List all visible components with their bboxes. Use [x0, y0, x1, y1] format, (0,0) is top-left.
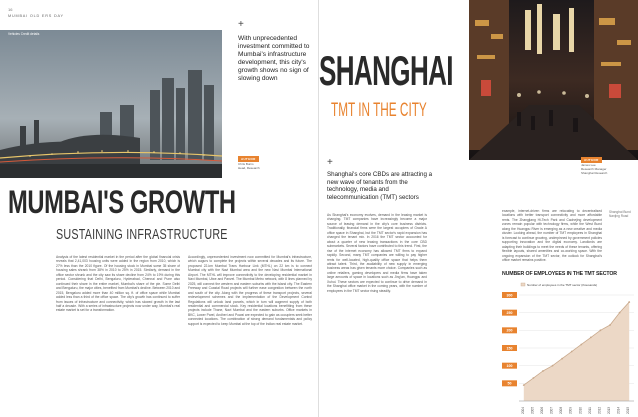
x-tick-label: 2011	[587, 407, 592, 414]
y-tick-label: 100	[506, 363, 513, 368]
data-point	[609, 324, 611, 326]
y-tick-label: 200	[506, 328, 513, 333]
y-tick-label: 300	[506, 293, 513, 298]
body-column-1: As Shanghai's economy evolves, demand in the leasing market is changing. TMT companies have increasingly become a major source of leasing demand in the city's core business districts. Traditionally, financial firms were the largest occupiers of Grade A office space in Shanghai, but the TMT sector's rapid expansion has changed the tenant mix. In 2016 the TMT sector accounted for about a quarter of new leasing transactions in the core CBD submarkets. Several factors have contributed to this trend. First, the rise of the internet economy has allowed TMT firms to expand rapidly. Second, many TMT companies are willing to pay higher rents for well-located, high-quality office space that helps them attract talent. Third, the availability of new supply in emerging business areas has given tenants more choice. Companies such as online retailers, gaming developers and media firms have taken large amounts of space in locations such as Jing'an, Huangpu and Xuhui. These sectors are expected to continue to drive demand in the Shanghai office market in the coming years, with the number of employees in the TMT sector rising steadily.	[327, 213, 427, 293]
author-tag: AUTHOR	[238, 156, 259, 162]
x-tick-label: 2006	[539, 406, 544, 414]
legend-label: Number of employees in the TMT sector (thousands)	[527, 282, 598, 287]
series-area	[524, 302, 629, 401]
pull-quote: Shanghai's core CBDs are attracting a new wave of tenants from the technology, media and telecommunication (TMT) sectors	[327, 171, 433, 201]
tmt-employees-chart	[501, 281, 638, 417]
x-tick-label: 2005	[530, 406, 535, 414]
data-point	[580, 344, 582, 346]
article-subtitle: TMT IN THE CITY	[331, 100, 427, 121]
x-tick-label: 2010	[578, 406, 583, 414]
body-column-2: example, internet-driven firms are relocating to decentralised locations with better transport connectivity and more affordable rents. The Zhangjiang Hi-Tech Park and Caohejing development zones remain popular with technology firms, while the West Bund along the Huangpu River is emerging as a new creative and media cluster. Looking ahead, the number of TMT employees in Shanghai is forecast to continue growing, underpinned by government policies supporting innovation and the digital economy. Landlords are adapting their buildings to meet the needs of these tenants, offering flexible layouts, shared amenities and co-working space. With the ongoing expansion of the TMT sector, the outlook for Shanghai's office market remains positive.	[502, 209, 602, 262]
data-point	[571, 351, 573, 353]
data-point	[628, 301, 630, 303]
data-point	[552, 365, 554, 367]
body-column-2: Accordingly, unprecedented investment now committed for Mumbai's infrastructure, which augurs to complete the projects within several decades and its future. The proposed 22-km Mumbai Trans Harbour Link (MTHL) on 22 km is to connect Mumbai city with the Navi Mumbai area and the new Navi Mumbai International Airport. The MTHL will improve connectivity to the developing residential market in Navi Mumbai, Ulwe and Panvel. The Mumbai Metro network, with 8 lines planned by 2025, will connect the western and eastern suburbs with the island city. The Eastern Freeway and Coastal Road projects will further ease congestion between the north and south of the city. Along with the progress of these transport projects, several redevelopment schemes and the implementation of the Development Control Regulations will unlock land parcels, which in turn will augment supply of both residential and commercial stock. Key residential locations benefitting from these projects include Thane, Navi Mumbai and the eastern suburbs. Office markets in BKC, Lower Parel, Andheri and Powai are expected to gain as occupiers seek better connected locations. The combination of strong demand fundamentals and policy support is expected to keep Mumbai at the top of the Indian real estate market.	[188, 255, 312, 326]
photo-caption: Shanghai Bund Nanjing Road	[609, 210, 631, 219]
x-tick-label: 2012	[597, 406, 602, 414]
data-point	[590, 337, 592, 339]
right-page	[319, 0, 638, 417]
shanghai-street-illustration	[469, 0, 638, 160]
y-tick-label: 150	[506, 346, 513, 351]
x-tick-label: 2013	[607, 406, 612, 414]
plus-icon: +	[327, 157, 333, 168]
chart-svg	[501, 281, 638, 417]
author-credit: Chris Burns Head, Research	[238, 162, 260, 170]
mumbai-skyline-illustration	[0, 30, 222, 178]
mumbai-skyline-photo	[0, 30, 222, 178]
data-point	[619, 312, 621, 314]
x-tick-label: 2015	[626, 406, 631, 414]
page-number: 16	[8, 7, 13, 12]
pull-quote: With unprecedented investment committed to Mumbai's infrastructure development, this city's growth shows no sign of slowing down	[238, 35, 310, 82]
y-tick-label: 50	[507, 381, 512, 386]
body-column-1: Analysis of the latest residential market in the period after the global financial crisis reveals that 2,41,003 housing units were added in the region from 2010, which is 27% less than the 2010 figure. Of the housing stock in Mumbai some 35 share of housing sales shrank from 38% in 2010 to 25% in 2015. Similarly, demand in the office sector shrunk and the city saw its share decline from 24% to 19% during this period. Considering that Delhi, Bengaluru, Hyderabad, Chennai and Pune also continued their share in the entire market, Mumbai's share of the pie. Some Delhi and Bengaluru, the major cities, benefited from Mumbai's decline. Between 2010 and 2015, Bengaluru added more than 40 million sq. ft. of office space while Mumbai added less than a third of the office space. The city's growth has continued to suffer from issues of infrastructure and connectivity, which has slowed growth in the last half a decade. With a series of infrastructure projects now under way, Mumbai's real estate market is set for a transformation.	[56, 255, 180, 313]
x-tick-label: 2008	[559, 406, 564, 414]
x-tick-label: 2007	[549, 406, 554, 414]
data-point	[561, 358, 563, 360]
photo-caption: Vehicles Credit details	[8, 32, 40, 36]
shanghai-street-photo	[469, 0, 638, 160]
data-point	[532, 377, 534, 379]
data-point	[600, 329, 602, 331]
plus-icon: +	[238, 19, 244, 30]
author-credit: James Lee Research Manager Shanghai Research	[581, 163, 608, 175]
chart-title: NUMBER OF EMPLOYEES IN THE TMT SECTOR	[502, 271, 617, 277]
y-tick-label: 250	[506, 310, 513, 315]
article-subtitle: SUSTAINING INFRASTRUCTURE	[56, 227, 228, 243]
article-title: MUMBAI'S GROWTH	[8, 184, 236, 220]
x-tick-label: 2014	[616, 406, 621, 414]
x-tick-label: 2009	[568, 406, 573, 414]
data-point	[542, 370, 544, 372]
article-title: SHANGHAI	[319, 47, 453, 94]
running-head: MUMBAI OLD ERS DAY	[8, 14, 64, 18]
author-tag: AUTHOR	[581, 157, 602, 163]
x-tick-label: 2004	[520, 406, 525, 414]
legend-swatch	[521, 283, 525, 286]
body-columns	[56, 255, 312, 410]
data-point	[523, 384, 525, 386]
